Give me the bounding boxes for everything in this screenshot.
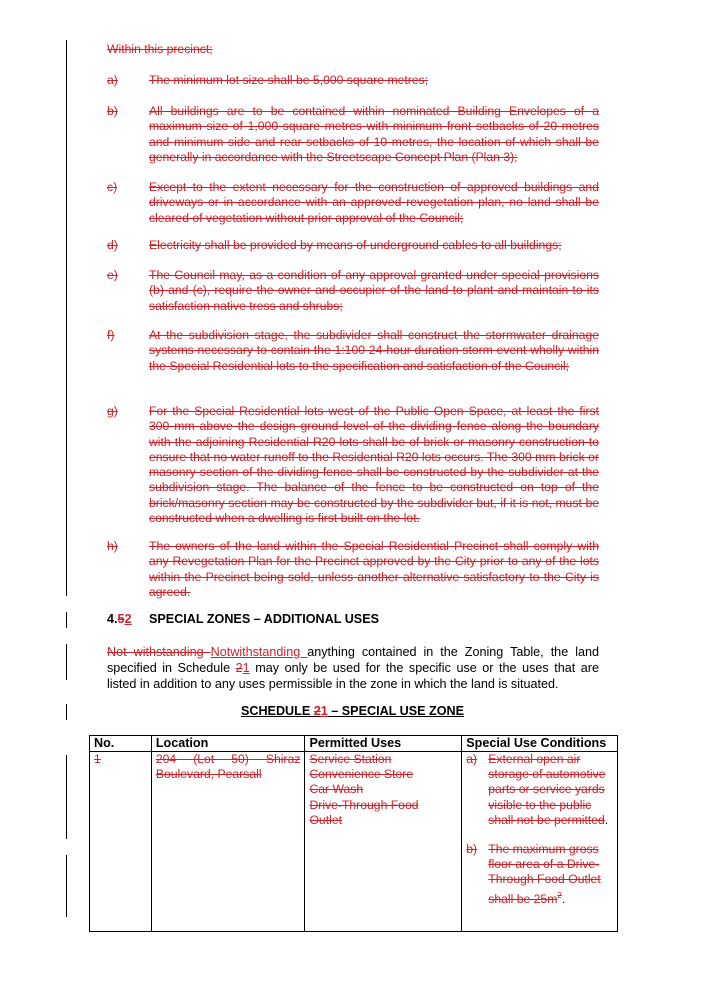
use-item: Drive-Through Food xyxy=(309,797,419,812)
item-label: b) xyxy=(107,104,118,118)
item-text: The Council may, as a condition of any approval granted under special provisions (b) and (c), require the owner and occupier of the land to plant and maintain to its satisfaction native tress and shrubs; xyxy=(149,268,599,313)
list-item xyxy=(107,404,599,526)
item-text: All buildings are to be contained within nominated Building Envelopes of a maximum size of 1,000 square metres with minimum front setbacks of 20 metres and minimum side and rear setbacks of 10 metres, the location of which shall be generally in accordance with the Streetscape Concept Plan (Plan 3); xyxy=(149,104,599,164)
list-item xyxy=(107,328,599,374)
header-no: No. xyxy=(90,736,152,752)
item-label: d) xyxy=(107,238,118,252)
condition-label: a) xyxy=(466,752,478,766)
item-label: g) xyxy=(107,404,118,418)
cell-no: 1 xyxy=(90,752,152,932)
item-text: Except to the extent necessary for the construction of approved buildings and driveways or in accordance with an approved revegetation plan, no land shall be cleared of vegetation without prior approval of the Council; xyxy=(149,180,599,225)
item-label: a) xyxy=(107,73,118,87)
use-item: Outlet xyxy=(309,812,342,827)
item-text: At the subdivision stage, the subdivider shall construct the stormwater drainage systems necessary to contain the 1:100 24-hour duration storm event wholly within the Special Residential lots to the specification and satisfaction of the Council; xyxy=(149,328,599,373)
list-item xyxy=(107,73,599,88)
header-special-conditions: Special Use Conditions xyxy=(462,736,618,752)
item-label: c) xyxy=(107,180,118,194)
section-number: 4.52 xyxy=(107,612,132,626)
list-item xyxy=(107,539,599,600)
list-item xyxy=(107,268,599,314)
change-bar xyxy=(66,40,67,596)
precinct-intro: Within this precinct; xyxy=(107,42,213,56)
use-item: Convenience Store xyxy=(309,767,414,782)
schedule-title: SCHEDULE 21 – SPECIAL USE ZONE xyxy=(240,704,465,718)
condition-text: External open air storage of automotive parts or service yards visible to the public shall not be permitted xyxy=(488,752,606,827)
use-item: Car Wash xyxy=(309,782,364,797)
change-bar xyxy=(66,855,67,917)
cell-conditions xyxy=(462,752,618,932)
table-header-row xyxy=(90,736,618,752)
header-location: Location xyxy=(151,736,305,752)
condition-item: a) External open air storage of automotive parts or service yards visible to the public shall not be permitted. xyxy=(466,752,609,827)
section-title: SPECIAL ZONES – ADDITIONAL USES xyxy=(149,612,379,626)
table-row xyxy=(90,752,618,932)
header-permitted-uses: Permitted Uses xyxy=(305,736,462,752)
item-text: The minimum lot size shall be 5,000 square metres; xyxy=(149,73,429,87)
cell-location: 204 (Lot 50) Shiraz Boulevard, Pearsall xyxy=(151,752,305,932)
use-item: Service Station xyxy=(309,752,392,766)
schedule-table xyxy=(89,735,618,932)
cell-permitted-uses xyxy=(305,752,462,932)
item-text: The owners of the land within the Special Residential Precinct shall comply with any Revegetation Plan for the Precinct approved by the City prior to any of the lots within the Precinct being sold, unless another alternative satisfactory to the City is agreed. xyxy=(149,539,599,599)
condition-item: b) The maximum gross floor area of a Drive-Through Food Outlet shall be $25m^2$. xyxy=(466,842,601,906)
change-bar xyxy=(66,644,67,680)
item-text: Electricity shall be provided by means of underground cables to all buildings; xyxy=(149,238,562,252)
item-text: For the Special Residential lots west of the Public Open Space, at least the first 300 mm above the design ground level of the dividing fence along the boundary with the adjoining Residential R20 lots shall be of brick or masonry construction to ensure that no water runoff to the Residential R20 lots occurs. The 300 mm brick or masonry section of the dividing fence shall be constructed by the subdivider at the subdivision stage. The balance of the fence to be constructed on top of the brick/masonry section may be constructed by the subdivider but, if it is not, must be constructed when a dwelling is first built on the lot. xyxy=(149,404,599,526)
item-label: f) xyxy=(107,328,115,342)
item-label: h) xyxy=(107,539,118,553)
condition-label: b) xyxy=(466,842,478,857)
item-label: e) xyxy=(107,268,118,282)
list-item xyxy=(107,104,599,165)
section-paragraph: Not withstanding Notwithstanding anything contained in the Zoning Table, the land specified in Schedule 21 may only be used for the specific use or the uses that are listed in addition to any uses permissible in the zone in which the land is situated. xyxy=(107,645,600,691)
change-bar xyxy=(66,755,67,839)
list-item xyxy=(107,180,599,226)
section-heading xyxy=(107,612,379,626)
condition-text: The maximum gross floor area of a Drive-Through Food Outlet shall be 25m xyxy=(488,842,601,906)
change-bar xyxy=(66,612,67,628)
list-item xyxy=(107,238,599,253)
